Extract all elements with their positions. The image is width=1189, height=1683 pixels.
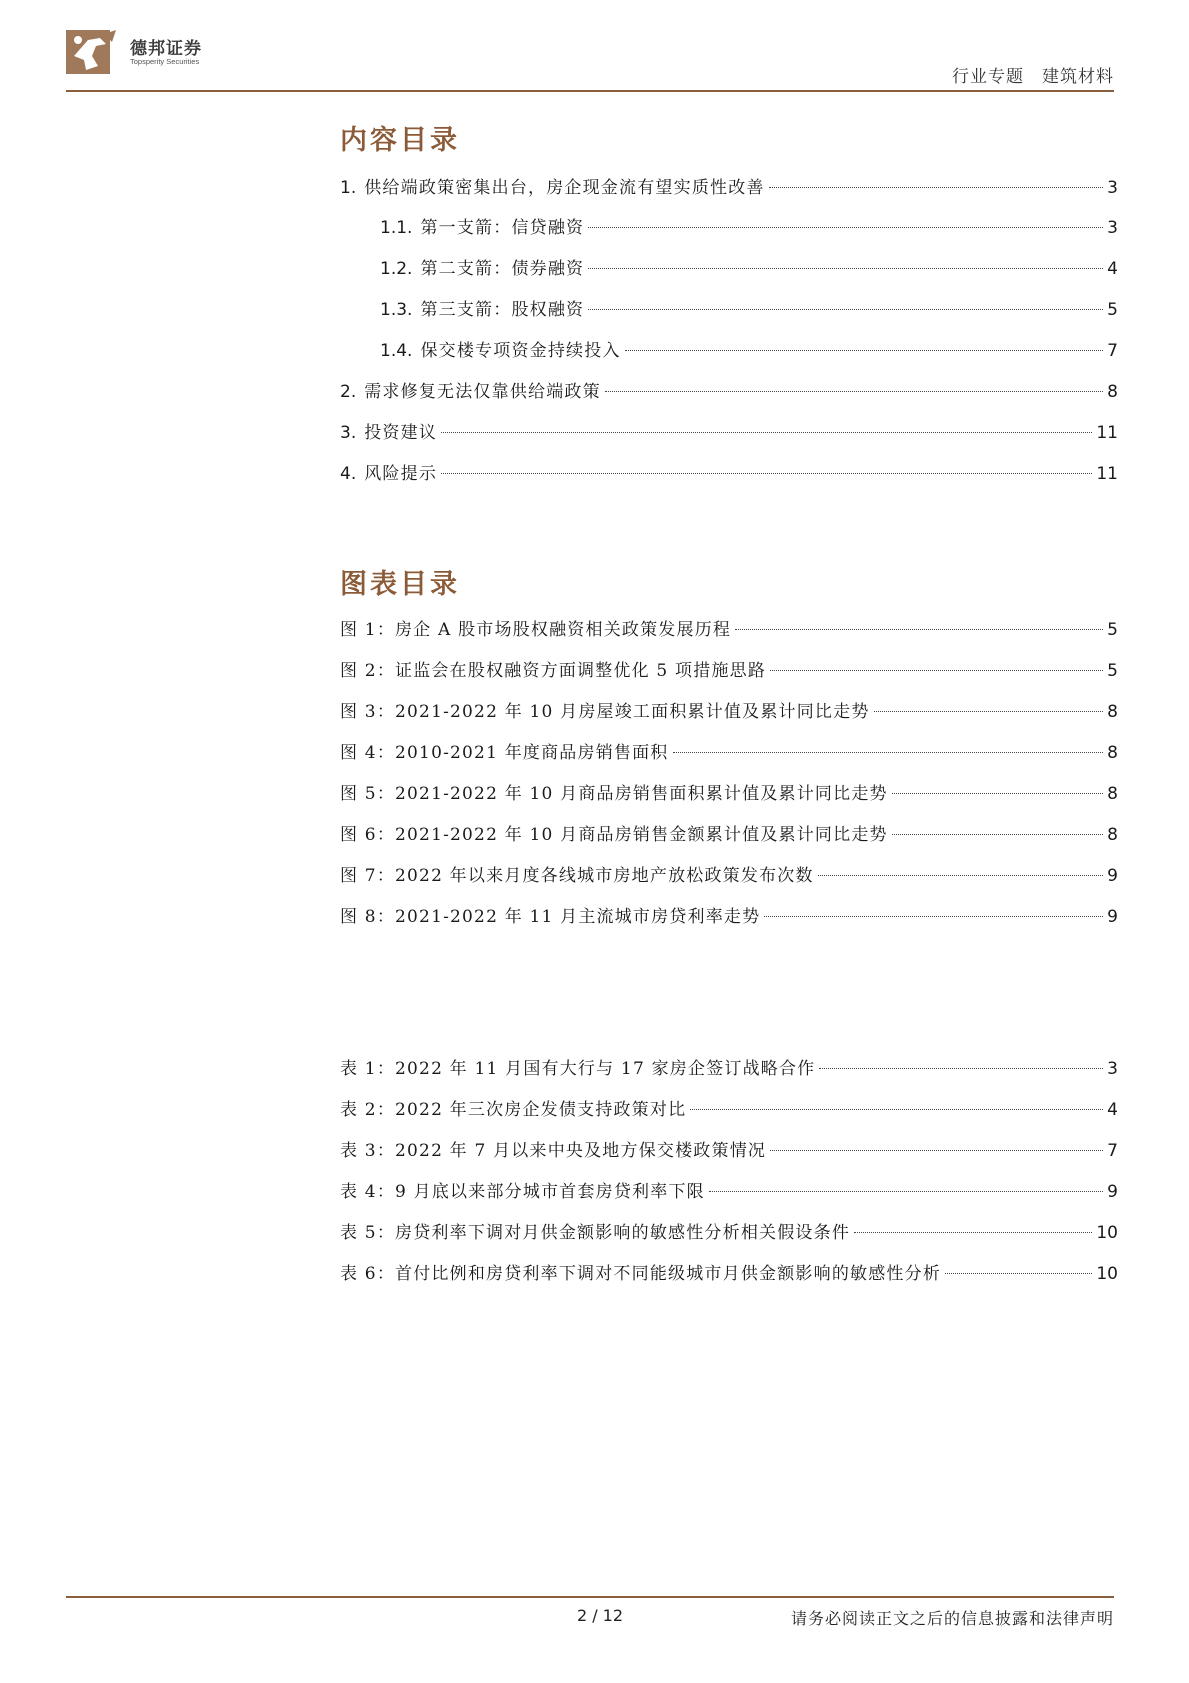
figure-page: 8 [1107, 784, 1118, 804]
toc-page: 3 [1107, 218, 1118, 238]
toc-text: 保交楼专项资金持续投入 [420, 341, 621, 361]
figure-page: 5 [1107, 661, 1118, 681]
figure-text: 图 2：证监会在股权融资方面调整优化 5 项措施思路 [340, 661, 767, 681]
table-entry[interactable] [340, 1056, 1118, 1082]
toc-number: 1. [340, 178, 357, 198]
toc-number: 1.4. [380, 341, 413, 361]
toc-text: 供给端政策密集出台，房企现金流有望实质性改善 [364, 178, 765, 198]
figure-text: 图 6：2021-2022 年 10 月商品房销售金额累计值及累计同比走势 [340, 825, 888, 845]
figure-entry[interactable] [340, 740, 1118, 766]
table-page: 3 [1107, 1059, 1118, 1079]
dot-leader [892, 834, 1103, 835]
dot-leader [770, 670, 1103, 671]
dot-leader [441, 432, 1092, 433]
figures-title: 图表目录 [340, 569, 460, 600]
toc-number: 2. [340, 382, 357, 402]
dot-leader [945, 1273, 1092, 1274]
page-header [66, 24, 1114, 92]
report-category [952, 62, 1114, 87]
figure-entry[interactable] [340, 863, 1118, 889]
toc-page: 3 [1107, 178, 1118, 198]
table-entry[interactable] [340, 1261, 1118, 1287]
figure-page: 8 [1107, 825, 1118, 845]
logo-icon [66, 26, 118, 78]
disclaimer-note: 请务必阅读正文之后的信息披露和法律声明 [790, 1609, 1114, 1628]
toc-page: 11 [1096, 464, 1118, 484]
dot-leader [854, 1232, 1092, 1233]
contents-title: 内容目录 [340, 125, 460, 156]
table-entry[interactable] [340, 1179, 1118, 1205]
figure-entry[interactable] [340, 904, 1118, 930]
toc-entry[interactable] [380, 297, 1118, 323]
figure-entry[interactable] [340, 822, 1118, 848]
dot-leader [709, 1191, 1103, 1192]
figure-page: 8 [1107, 743, 1118, 763]
toc-number: 1.2. [380, 259, 413, 279]
table-entry[interactable] [340, 1138, 1118, 1164]
table-text: 表 3：2022 年 7 月以来中央及地方保交楼政策情况 [340, 1141, 767, 1161]
toc-number: 3. [340, 423, 357, 443]
report-type: 行业专题 [952, 67, 1024, 87]
toc-number: 4. [340, 464, 357, 484]
toc-text: 第一支箭：信贷融资 [420, 218, 585, 238]
toc-page: 11 [1096, 423, 1118, 443]
dot-leader [588, 309, 1103, 310]
logo-text-cn: 德邦证券 [130, 39, 202, 59]
figure-text: 图 7：2022 年以来月度各线城市房地产放松政策发布次数 [340, 866, 814, 886]
table-page: 4 [1107, 1100, 1118, 1120]
report-industry: 建筑材料 [1042, 67, 1114, 87]
table-page: 7 [1107, 1141, 1118, 1161]
toc-text: 第三支箭：股权融资 [420, 300, 585, 320]
toc-entry[interactable] [380, 215, 1118, 241]
dot-leader [892, 793, 1103, 794]
toc-number: 1.1. [380, 218, 413, 238]
figure-page: 9 [1107, 866, 1118, 886]
figure-page: 8 [1107, 702, 1118, 722]
figure-text: 图 3：2021-2022 年 10 月房屋竣工面积累计值及累计同比走势 [340, 702, 870, 722]
toc-entry[interactable] [340, 420, 1118, 446]
table-text: 表 2：2022 年三次房企发债支持政策对比 [340, 1100, 687, 1120]
dot-leader [690, 1109, 1103, 1110]
toc-page: 7 [1107, 341, 1118, 361]
page-indicator: 2 / 12 [576, 1606, 624, 1625]
toc-number: 1.3. [380, 300, 413, 320]
toc-text: 投资建议 [364, 423, 438, 443]
header-divider [66, 90, 1114, 92]
toc-page: 8 [1107, 382, 1118, 402]
toc-text: 第二支箭：债券融资 [420, 259, 585, 279]
figure-entry[interactable] [340, 781, 1118, 807]
dot-leader [735, 629, 1103, 630]
figure-text: 图 8：2021-2022 年 11 月主流城市房贷利率走势 [340, 907, 761, 927]
table-text: 表 5：房贷利率下调对月供金额影响的敏感性分析相关假设条件 [340, 1223, 851, 1243]
toc-entry[interactable] [340, 461, 1118, 487]
figure-page: 5 [1107, 620, 1118, 640]
toc-entry[interactable] [380, 256, 1118, 282]
dot-leader [673, 752, 1104, 753]
figure-entry[interactable] [340, 699, 1118, 725]
table-page: 10 [1096, 1264, 1118, 1284]
figure-text: 图 4：2010-2021 年度商品房销售面积 [340, 743, 669, 763]
dot-leader [588, 268, 1103, 269]
figure-text: 图 5：2021-2022 年 10 月商品房销售面积累计值及累计同比走势 [340, 784, 888, 804]
toc-text: 风险提示 [364, 464, 438, 484]
dot-leader [764, 916, 1103, 917]
table-page: 10 [1096, 1223, 1118, 1243]
dot-leader [874, 711, 1104, 712]
toc-page: 5 [1107, 300, 1118, 320]
figure-page: 9 [1107, 907, 1118, 927]
figure-entry[interactable] [340, 617, 1118, 643]
dot-leader [819, 1068, 1103, 1069]
toc-entry[interactable] [340, 379, 1118, 405]
figure-text: 图 1：房企 A 股市场股权融资相关政策发展历程 [340, 620, 732, 640]
dot-leader [605, 391, 1103, 392]
toc-entry[interactable] [340, 175, 1118, 201]
table-page: 9 [1107, 1182, 1118, 1202]
dot-leader [441, 473, 1092, 474]
company-logo [66, 24, 226, 84]
dot-leader [588, 227, 1103, 228]
dot-leader [818, 875, 1103, 876]
toc-page: 4 [1107, 259, 1118, 279]
toc-entry[interactable] [380, 338, 1118, 364]
toc-text: 需求修复无法仅靠供给端政策 [364, 382, 601, 402]
table-text: 表 6：首付比例和房贷利率下调对不同能级城市月供金额影响的敏感性分析 [340, 1264, 942, 1284]
logo-text-en: Topsperity Securities [130, 57, 200, 66]
table-entry[interactable] [340, 1220, 1118, 1246]
dot-leader [770, 1150, 1103, 1151]
figure-entry[interactable] [340, 658, 1118, 684]
table-entry[interactable] [340, 1097, 1118, 1123]
table-text: 表 1：2022 年 11 月国有大行与 17 家房企签订战略合作 [340, 1059, 816, 1079]
table-text: 表 4：9 月底以来部分城市首套房贷利率下限 [340, 1182, 705, 1202]
footer-divider [66, 1596, 1114, 1598]
dot-leader [769, 187, 1104, 188]
dot-leader [625, 350, 1104, 351]
